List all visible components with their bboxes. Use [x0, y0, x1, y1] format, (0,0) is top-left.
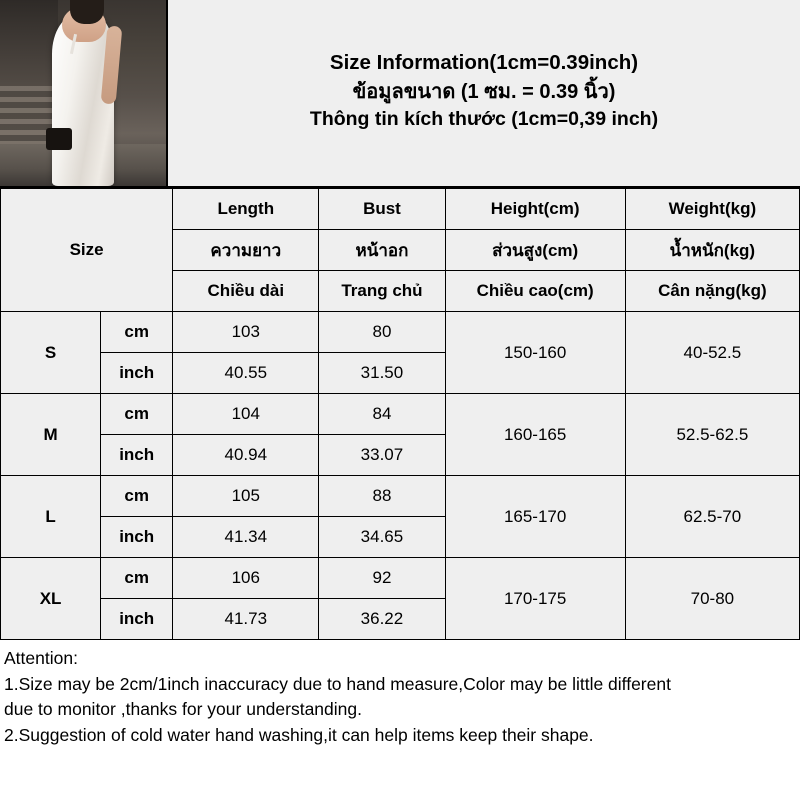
attention-heading: Attention:	[4, 648, 78, 668]
m-bust-cm: 84	[319, 394, 445, 435]
l-bust-cm: 88	[319, 476, 445, 517]
header-height-vi: Chiều cao(cm)	[445, 271, 625, 312]
header-weight-vi: Cân nặng(kg)	[625, 271, 799, 312]
row-size-m: M	[1, 394, 101, 476]
header-length-vi: Chiều dài	[173, 271, 319, 312]
header-bust-th: หน้าอก	[319, 230, 445, 271]
unit-inch: inch	[101, 517, 173, 558]
unit-inch: inch	[101, 599, 173, 640]
header-height-th: ส่วนสูง(cm)	[445, 230, 625, 271]
xl-weight: 70-80	[625, 558, 799, 640]
unit-cm: cm	[101, 394, 173, 435]
l-length-cm: 105	[173, 476, 319, 517]
m-weight: 52.5-62.5	[625, 394, 799, 476]
unit-cm: cm	[101, 558, 173, 599]
title-block	[168, 0, 800, 186]
header-weight-en: Weight(kg)	[625, 189, 799, 230]
table-row	[1, 394, 800, 435]
size-table	[0, 188, 800, 640]
xl-bust-cm: 92	[319, 558, 445, 599]
s-bust-cm: 80	[319, 312, 445, 353]
l-height: 165-170	[445, 476, 625, 558]
table-row	[1, 558, 800, 599]
unit-cm: cm	[101, 476, 173, 517]
table-row	[1, 312, 800, 353]
row-size-s: S	[1, 312, 101, 394]
attention-line-2: 2.Suggestion of cold water hand washing,it can help items keep their shape.	[4, 725, 594, 746]
attention-line-1a: 1.Size may be 2cm/1inch inaccuracy due to hand measure,Color may be little different	[4, 673, 671, 694]
row-size-l: L	[1, 476, 101, 558]
m-length-in: 40.94	[173, 435, 319, 476]
header-height-en: Height(cm)	[445, 189, 625, 230]
row-size-xl: XL	[1, 558, 101, 640]
title-line-vi: Thông tin kích thước (1cm=0,39 inch)	[309, 107, 659, 130]
xl-length-in: 41.73	[173, 599, 319, 640]
l-weight: 62.5-70	[625, 476, 799, 558]
l-bust-in: 34.65	[319, 517, 445, 558]
unit-cm: cm	[101, 312, 173, 353]
s-bust-in: 31.50	[319, 353, 445, 394]
s-height: 150-160	[445, 312, 625, 394]
handbag	[46, 128, 72, 150]
product-photo	[0, 0, 168, 186]
header-weight-th: น้ำหนัก(kg)	[625, 230, 799, 271]
title-line-th: ข้อมูลขนาด (1 ซม. = 0.39 นิ้ว)	[352, 80, 616, 103]
attention-section	[0, 640, 800, 800]
s-length-in: 40.55	[173, 353, 319, 394]
m-bust-in: 33.07	[319, 435, 445, 476]
xl-height: 170-175	[445, 558, 625, 640]
m-height: 160-165	[445, 394, 625, 476]
unit-inch: inch	[101, 435, 173, 476]
unit-inch: inch	[101, 353, 173, 394]
header-length-th: ความยาว	[173, 230, 319, 271]
m-length-cm: 104	[173, 394, 319, 435]
l-length-in: 41.34	[173, 517, 319, 558]
s-weight: 40-52.5	[625, 312, 799, 394]
table-header-row-en	[1, 189, 800, 230]
header-size: Size	[1, 189, 173, 312]
model-hair	[70, 0, 104, 24]
header-bust-vi: Trang chủ	[319, 271, 445, 312]
table-row	[1, 476, 800, 517]
title-line-en: Size Information(1cm=0.39inch)	[329, 51, 639, 75]
header-bust-en: Bust	[319, 189, 445, 230]
xl-length-cm: 106	[173, 558, 319, 599]
attention-line-1b: due to monitor ,thanks for your understanding.	[4, 699, 362, 720]
xl-bust-in: 36.22	[319, 599, 445, 640]
s-length-cm: 103	[173, 312, 319, 353]
header-length-en: Length	[173, 189, 319, 230]
header-section	[0, 0, 800, 188]
